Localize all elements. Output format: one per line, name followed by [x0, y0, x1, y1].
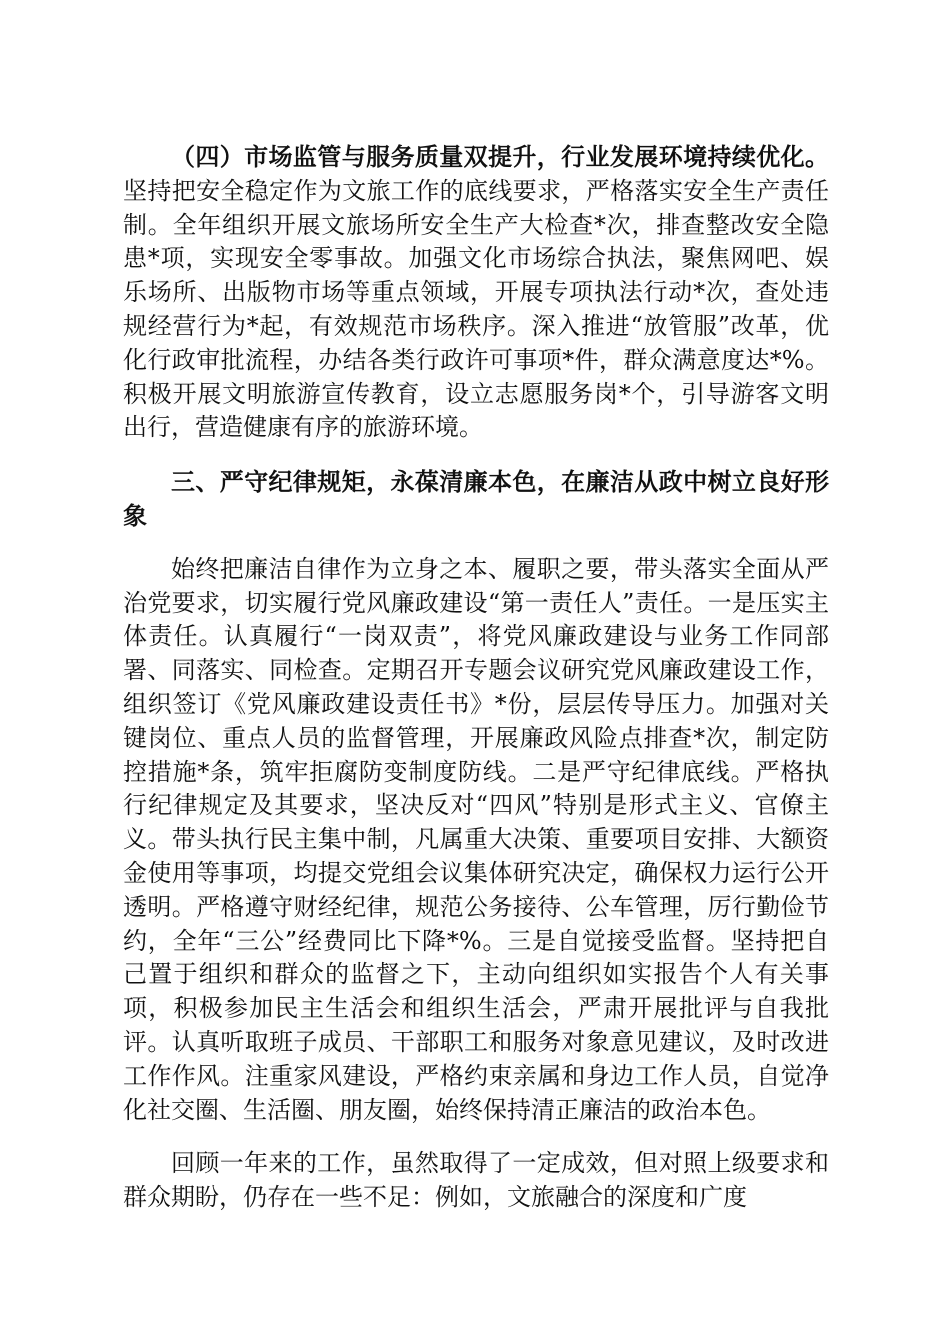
section-three-heading: 三、严守纪律规矩，永葆清廉本色，在廉洁从政中树立良好形象: [123, 467, 829, 530]
section-four-heading: （四）市场监管与服务质量双提升，行业发展环境持续优化。: [171, 142, 829, 171]
review-paragraph: 回顾一年来的工作，虽然取得了一定成效，但对照上级要求和群众期盼，仍存在一些不足：例如，文旅融合的深度和广度: [123, 1149, 829, 1212]
document-page: [123, 140, 829, 1215]
paragraph-section-four: [123, 140, 829, 445]
section-four-body: 坚持把安全稳定作为文旅工作的底线要求，严格落实安全生产责任制。全年组织开展文旅场所安全生产大检查*次，排查整改安全隐患*项，实现安全零事故。加强文化市场综合执法，聚焦网吧、娱乐场所、出版物市场等重点领域，开展专项执法行动*次，查处违规经营行为*起，有效规范市场秩序。深入推进“放管服”改革，优化行政审批流程，办结各类行政许可事项*件，群众满意度达*%。积极开展文明旅游宣传教育，设立志愿服务岗*个，引导游客文明出行，营造健康有序的旅游环境。: [123, 176, 829, 442]
section-three-body: 始终把廉洁自律作为立身之本、履职之要，带头落实全面从严治党要求，切实履行党风廉政建设“第一责任人”责任。一是压实主体责任。认真履行“一岗双责”，将党风廉政建设与业务工作同部署、同落实、同检查。定期召开专题会议研究党风廉政建设工作，组织签订《党风廉政建设责任书》*份，层层传导压力。加强对关键岗位、重点人员的监督管理，开展廉政风险点排查*次，制定防控措施*条，筑牢拒腐防变制度防线。二是严守纪律底线。严格执行纪律规定及其要求，坚决反对“四风”特别是形式主义、官僚主义。带头执行民主集中制，凡属重大决策、重要项目安排、大额资金使用等事项，均提交党组会议集体研究决定，确保权力运行公开透明。严格遵守财经纪律，规范公务接待、公车管理，厉行勤俭节约，全年“三公”经费同比下降*%。三是自觉接受监督。坚持把自己置于组织和群众的监督之下，主动向组织如实报告个人有关事项，积极参加民主生活会和组织生活会，严肃开展批评与自我批评。认真听取班子成员、干部职工和服务对象意见建议，及时改进工作作风。注重家风建设，严格约束亲属和身边工作人员，自觉净化社交圈、生活圈、朋友圈，始终保持清正廉洁的政治本色。: [123, 554, 829, 1124]
